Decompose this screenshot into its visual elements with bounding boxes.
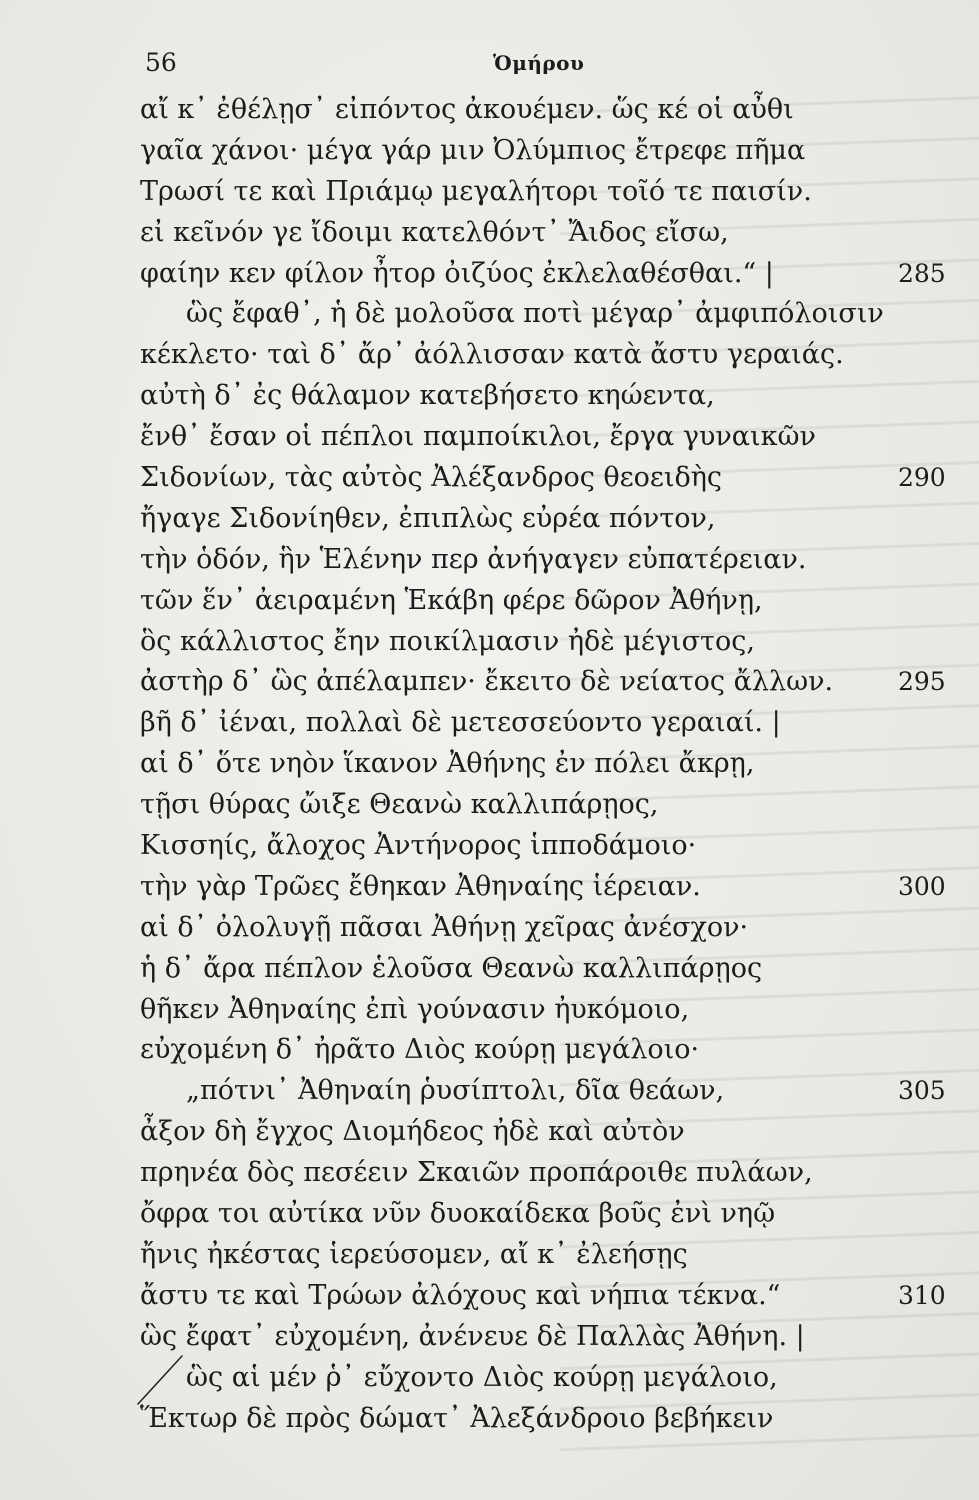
verse-text: πρηνέα δὸς πεσέειν Σκαιῶν προπάροιθε πυλάων, <box>140 1157 813 1189</box>
verse-text: κέκλετο· ταὶ δ᾽ ἄρ᾽ ἀόλλισσαν κατὰ ἄστυ γεραιάς. <box>140 339 844 371</box>
line-number: 295 <box>898 667 946 697</box>
verse-text: αἱ δ᾽ ὀλολυγῇ πᾶσαι Ἀθήνῃ χεῖρας ἀνέσχον· <box>140 911 749 943</box>
verse-block <box>0 90 979 1439</box>
verse-text: αὐτὴ δ᾽ ἐς θάλαμον κατεβήσετο κηώεντα, <box>140 380 715 412</box>
verse-line <box>0 540 979 581</box>
verse-line <box>0 376 979 417</box>
line-number: 305 <box>898 1076 946 1106</box>
verse-text: τῇσι θύρας ὤιξε Θεανὼ καλλιπάρῃος, <box>140 789 659 821</box>
page-number: 56 <box>145 48 177 77</box>
verse-text: αἴ κ᾽ ἐθέλῃσ᾽ εἰπόντος ἀκουέμεν. ὥς κέ οἱ αὖθι <box>140 94 794 125</box>
verse-text: εἰ κεῖνόν γε ἴδοιμι κατελθόντ᾽ Ἄιδος εἴσω, <box>140 216 729 248</box>
verse-text: „πότνι᾽ Ἀθηναίη ῥυσίπτολι, δῖα θεάων, <box>186 1075 725 1107</box>
line-number: 285 <box>898 258 946 288</box>
line-number: 310 <box>898 1280 946 1310</box>
verse-line <box>0 335 979 376</box>
verse-text: Ἕκτωρ δὲ πρὸς δώματ᾽ Ἀλεξάνδροιο βεβήκειν <box>140 1402 774 1434</box>
verse-line <box>0 254 979 295</box>
verse-text: ὣς ἔφαθ᾽, ἡ δὲ μολοῦσα ποτὶ μέγαρ᾽ ἀμφιπόλοισιν <box>186 298 884 330</box>
verse-line <box>0 744 979 785</box>
page-header <box>145 40 905 80</box>
verse-text: ἀστὴρ δ᾽ ὣς ἀπέλαμπεν· ἔκειτο δὲ νείατος ἄλλων. <box>140 666 834 698</box>
verse-line <box>0 172 979 213</box>
verse-text: θῆκεν Ἀθηναίης ἐπὶ γούνασιν ἠυκόμοιο, <box>140 993 690 1025</box>
line-number: 290 <box>898 463 946 493</box>
verse-text: Τρωσί τε καὶ Πριάμῳ μεγαλήτορι τοῖό τε παισίν. <box>140 175 812 207</box>
verse-line <box>0 1276 979 1317</box>
verse-text: ἤγαγε Σιδονίηθεν, ἐπιπλὼς εὐρέα πόντον, <box>140 502 716 534</box>
pencil-mark <box>136 1346 196 1406</box>
verse-line <box>0 662 979 703</box>
verse-text: ὣς αἱ μέν ῥ᾽ εὔχοντο Διὸς κούρῃ μεγάλοιο, <box>186 1361 778 1393</box>
verse-text: ὣς ἔφατ᾽ εὐχομένη, ἀνένευε δὲ Παλλὰς Ἀθήνη. | <box>140 1320 805 1352</box>
verse-line <box>0 826 979 867</box>
verse-line <box>0 1030 979 1071</box>
verse-line <box>0 1112 979 1153</box>
verse-text: ἄστυ τε καὶ Τρώων ἀλόχους καὶ νήπια τέκνα.“ <box>140 1279 781 1311</box>
verse-text: ἔνθ᾽ ἔσαν οἱ πέπλοι παμποίκιλοι, ἔργα γυναικῶν <box>140 421 816 453</box>
verse-line <box>0 417 979 458</box>
line-number: 300 <box>898 871 946 901</box>
verse-line <box>0 1194 979 1235</box>
verse-text: φαίην κεν φίλον ἦτορ ὀιζύος ἐκλελαθέσθαι.“ | <box>140 257 774 289</box>
verse-line <box>0 213 979 254</box>
verse-text: τῶν ἕν᾽ ἀειραμένη Ἑκάβη φέρε δῶρον Ἀθήνῃ, <box>140 584 763 616</box>
verse-text: βῆ δ᾽ ἰέναι, πολλαὶ δὲ μετεσσεύοντο γεραιαί. | <box>140 707 781 739</box>
verse-line <box>0 499 979 540</box>
verse-line <box>0 990 979 1031</box>
verse-line <box>0 949 979 990</box>
verse-line <box>0 1071 979 1112</box>
verse-text: αἱ δ᾽ ὅτε νηὸν ἵκανον Ἀθήνης ἐν πόλει ἄκρῃ, <box>140 748 755 780</box>
verse-line <box>0 867 979 908</box>
verse-line <box>0 703 979 744</box>
verse-text: ἤνις ἠκέστας ἱερεύσομεν, αἴ κ᾽ ἐλεήσῃς <box>140 1238 688 1270</box>
running-title: Ὁμήρου <box>493 51 585 75</box>
verse-text: ὃς κάλλιστος ἔην ποικίλμασιν ἠδὲ μέγιστος, <box>140 625 755 657</box>
verse-text: ἡ δ᾽ ἄρα πέπλον ἑλοῦσα Θεανὼ καλλιπάρῃος <box>140 952 763 984</box>
verse-line <box>0 1153 979 1194</box>
verse-line <box>0 294 979 335</box>
verse-text: τὴν γὰρ Τρῶες ἔθηκαν Ἀθηναίης ἱέρειαν. <box>140 870 701 902</box>
verse-line <box>0 622 979 663</box>
verse-text: τὴν ὁδόν, ἣν Ἑλένην περ ἀνήγαγεν εὐπατέρειαν. <box>140 543 807 575</box>
verse-line <box>0 458 979 499</box>
verse-line <box>0 90 979 131</box>
verse-line <box>0 131 979 172</box>
verse-text: Κισσηίς, ἄλοχος Ἀντήνορος ἱπποδάμοιο· <box>140 830 697 862</box>
verse-text: ἆξον δὴ ἔγχος Διομήδεος ἠδὲ καὶ αὐτὸν <box>140 1116 685 1148</box>
verse-text: εὐχομένη δ᾽ ἠρᾶτο Διὸς κούρῃ μεγάλοιο· <box>140 1034 700 1066</box>
verse-text: ὄφρα τοι αὐτίκα νῦν δυοκαίδεκα βοῦς ἐνὶ νηῷ <box>140 1198 776 1230</box>
verse-line <box>0 581 979 622</box>
verse-text: Σιδονίων, τὰς αὐτὸς Ἀλέξανδρος θεοειδὴς <box>140 462 723 494</box>
verse-line <box>0 1235 979 1276</box>
verse-line <box>0 908 979 949</box>
verse-text: γαῖα χάνοι· μέγα γάρ μιν Ὀλύμπιος ἔτρεφε πῆμα <box>140 134 806 166</box>
verse-line <box>0 785 979 826</box>
